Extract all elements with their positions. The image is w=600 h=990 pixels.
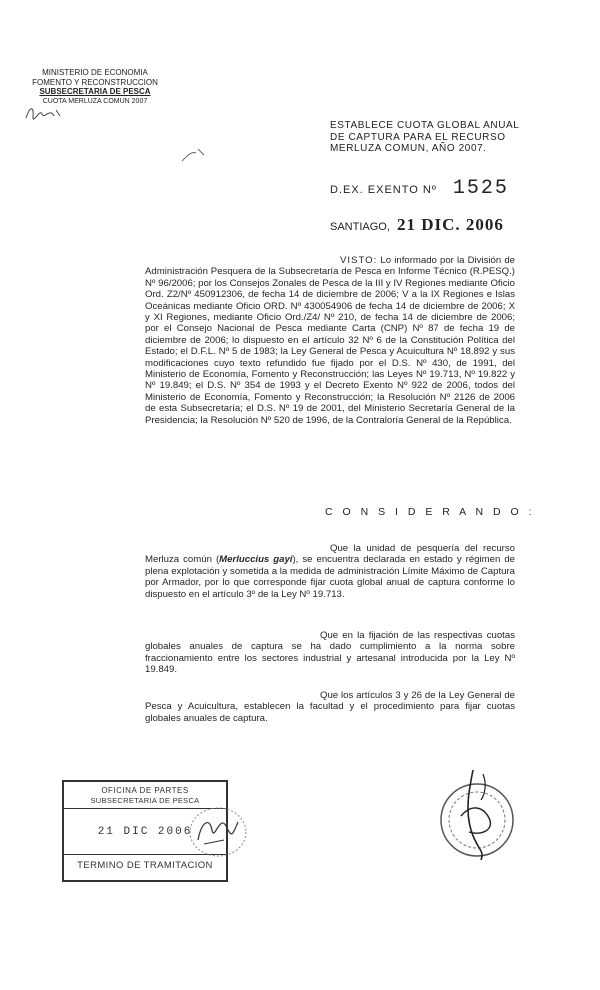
decree-number-line [330, 177, 509, 200]
visto-lead: VISTO: [340, 255, 378, 266]
p1-text-b: ), se encuentra declarada en estado y régimen de plena explotación y sometida a la medida de administración Límite Máximo de Captura por Armador, por lo que corresponde fijar cuota global anual de captura conforme lo dispuesto en el artículo 3º de la Ley Nº 19.713. [145, 554, 515, 600]
stamp-line-1: OFICINA DE PARTES [101, 786, 189, 795]
place-date-line [330, 215, 504, 235]
p1-text-a: Que la unidad de pesquería del recurso Merluza común ( [145, 543, 515, 566]
issue-date: 21 DIC. 2006 [396, 215, 504, 234]
reference-line: CUOTA MERLUZA COMUN 2007 [42, 97, 148, 105]
considerando-paragraph-1 [145, 543, 515, 600]
stamp-footer: TERMINO DE TRAMITACION [77, 860, 213, 871]
stamp-date: 21 DIC 2006 [97, 826, 193, 838]
considerando-paragraph-3: Que los artículos 3 y 26 de la Ley General de Pesca y Acuicultura, establecen la facultad y el procedimiento para fijar cuotas globales anuales de captura. [145, 690, 515, 724]
ministry-header [20, 68, 170, 106]
visto-text: Lo informado por la División de Administración Pesquera de la Subsecretaría de Pesca en Informe Técnico (R.PESQ.) Nº 96/2006; por los Consejos Zonales de Pesca de la III y IV Regiones mediante Oficio Ord. Z2/Nº 450912306, de fecha 14 de diciembre de 2006; V a la IX Regiones e Islas Oceánicas mediante Oficio ORD. Nº 430054906 de fecha 14 de diciembre de 2006; X y XI Regiones, mediante Oficio Ord./Z4/ Nº 210, de fecha 14 de diciembre de 2006; por el Consejo Nacional de Pesca mediante Carta (CNP) Nº 87 de fecha 19 de diciembre de 2006; lo dispuesto en el artículo 32 Nº 6 de la Constitución Política del Estado; el D.F.L. Nº 5 de 1983; la Ley General de Pesca y Acuicultura Nº 18.892 y sus modificaciones cuyo texto refundido fue fijado por el D.S. Nº 430, de 1991, del Ministerio de Economía, Fomento y Reconstrucción; las Leyes Nº 19.713, Nº 19.822 y Nº 19.849; el D.S. Nº 354 de 1993 y el Decreto Exento Nº 922 de 2006, todos del Ministerio de Economía, Fomento y Reconstrucción; la Resolución Nº 2126 de 2006 de esta Subsecretaría; el D.S. Nº 19 de 2001, del Ministerio Secretaría General de la Presidencia; la Resolución Nº 520 de 1996, de la Contraloría General de la República. [145, 255, 515, 426]
ministry-line-2: FOMENTO Y RECONSTRUCCION [32, 77, 158, 87]
initials-scribble-icon [24, 104, 64, 122]
city: SANTIAGO, [330, 221, 390, 233]
stamp-line-2: SUBSECRETARIA DE PESCA [90, 796, 200, 805]
subsecretaria-line: SUBSECRETARIA DE PESCA [39, 87, 151, 96]
visto-paragraph [145, 255, 515, 426]
signature-icon [180, 800, 250, 860]
ministry-line-1: MINISTERIO DE ECONOMIA [42, 68, 148, 77]
pen-mark-icon [180, 145, 210, 165]
decree-label: D.EX. EXENTO Nº [330, 184, 437, 196]
considerando-heading: C O N S I D E R A N D O : [325, 506, 536, 518]
decree-number: 1525 [452, 177, 509, 200]
considerando-paragraph-2: Que en la fijación de las respectivas cuotas globales anuales de captura se ha dado cumplimiento a la norma sobre fraccionamiento entre los sectores industrial y artesanal introducida por la Ley Nº 19.849. [145, 630, 515, 676]
species-name: Merluccius gayi [219, 554, 293, 566]
document-title: ESTABLECE CUOTA GLOBAL ANUAL DE CAPTURA PARA EL RECURSO MERLUZA COMUN, AÑO 2007. [330, 120, 520, 154]
official-seal-icon [425, 760, 535, 870]
